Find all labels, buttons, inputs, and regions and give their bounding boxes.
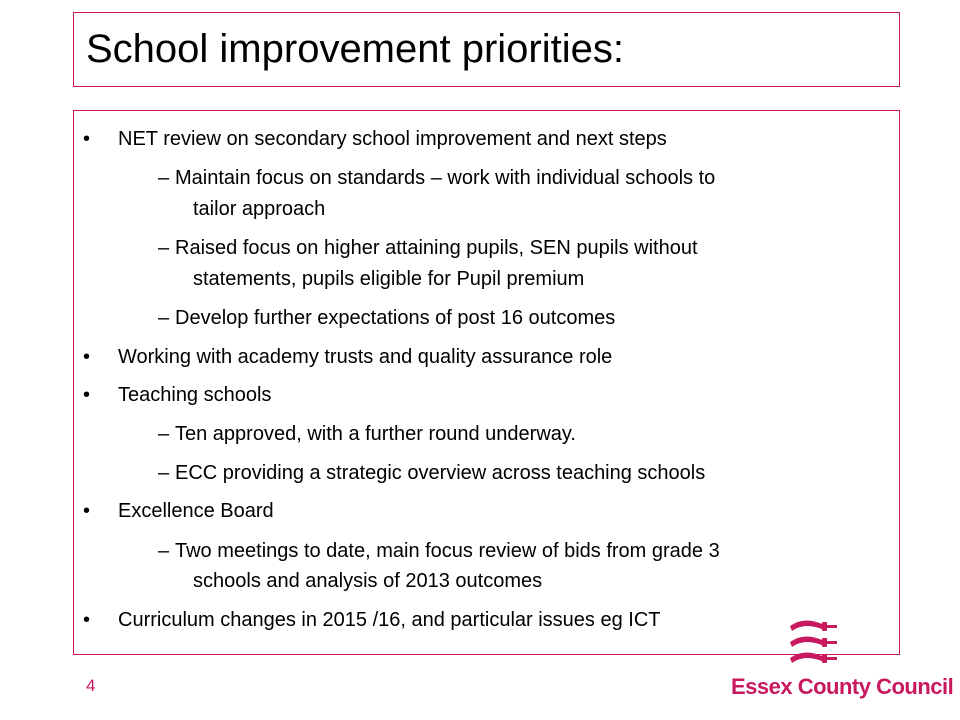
dash-icon: – [158,307,170,329]
item-text: Curriculum changes in 2015 /16, and particular issues eg ICT [118,609,661,631]
dash-icon: – [158,462,170,484]
dash-icon: – [158,423,170,445]
logo-text: Essex County Council [731,674,954,699]
item-text: ECC providing a strategic overview across teaching schools [175,462,706,484]
slide-title: School improvement priorities: [86,27,624,71]
dash-icon: – [158,167,170,189]
dash-icon: – [158,237,170,259]
item-text: NET review on secondary school improvement and next steps [118,128,667,150]
bullet-icon: • [83,346,91,368]
content-frame [73,110,900,655]
dash-icon: – [158,540,170,562]
item-text: Two meetings to date, main focus review of bids from grade 3 [175,540,720,562]
item-text: tailor approach [193,198,326,220]
item-text: Ten approved, with a further round underway. [175,423,576,445]
bullet-icon: • [83,500,91,522]
item-text: Maintain focus on standards – work with individual schools to [175,167,716,189]
item-text: Raised focus on higher attaining pupils, SEN pupils without [175,237,698,259]
title-frame [73,12,900,87]
item-text: Teaching schools [118,384,272,406]
item-text: Working with academy trusts and quality assurance role [118,346,613,368]
seaxes-emblem-icon [786,614,866,674]
bullet-icon: • [83,384,91,406]
essex-county-council-logo [731,614,954,704]
item-text: statements, pupils eligible for Pupil premium [193,268,585,290]
page-number: 4 [86,676,96,695]
item-text: schools and analysis of 2013 outcomes [193,570,543,592]
item-text: Develop further expectations of post 16 outcomes [175,307,616,329]
bullet-icon: • [83,609,91,631]
bullet-icon: • [83,128,91,150]
item-text: Excellence Board [118,500,274,522]
